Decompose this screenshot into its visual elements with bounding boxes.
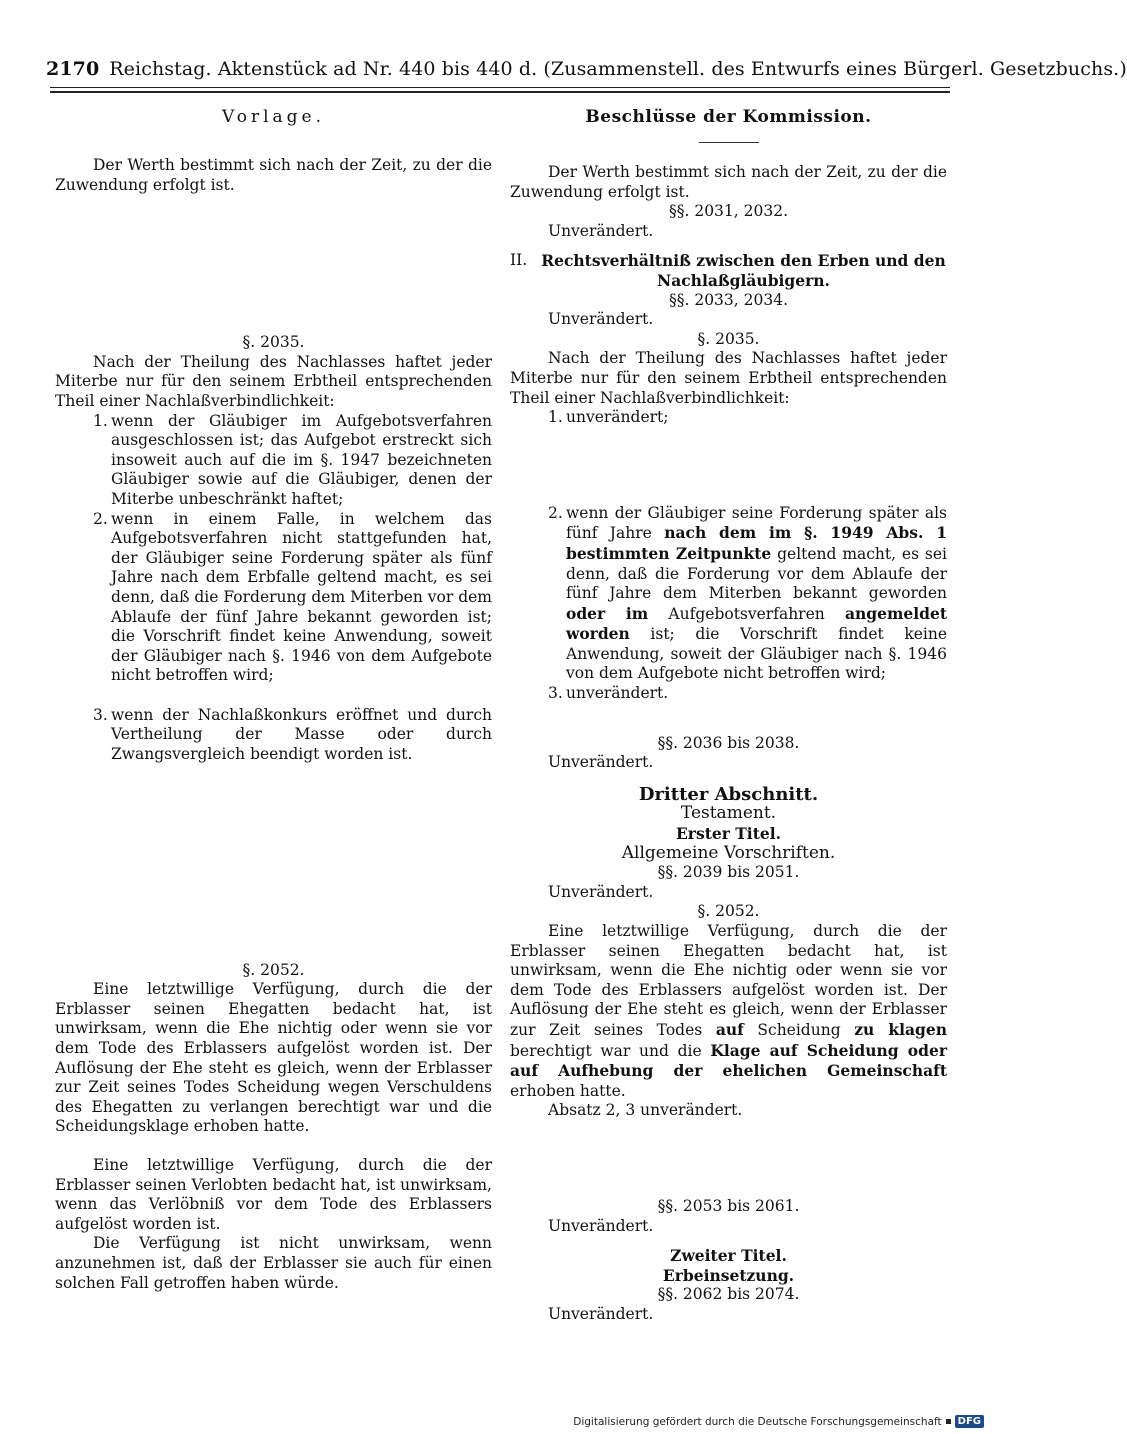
titel-heading: Erster Titel.: [675, 824, 782, 844]
right-unveraendert: Unverändert.: [548, 221, 654, 240]
right-unveraendert: Unverändert.: [548, 753, 654, 772]
right-unveraendert: Unverändert.: [548, 310, 654, 329]
page-number: 2170: [46, 58, 100, 80]
left-paragraph-2052-c: Die Verfügung ist nicht unwirksam, wenn anzunehmen ist, daß der Erblasser sie auch für einen solchen Fall getroffen haben würde.: [55, 1234, 492, 1292]
footer-text: Digitalisierung gefördert durch die Deutsche Forschungsgemeinschaft: [573, 1415, 942, 1428]
left-paragraph-werth: Der Werth bestimmt sich nach der Zeit, zu der die Zuwendung erfolgt ist.: [55, 156, 492, 194]
amendment-emphasis: zu klagen: [854, 1019, 948, 1039]
left-list-item: 3. wenn der Nachlaßkonkurs eröffnet und durch Vertheilung der Masse oder durch Zwangsvergleich beendigt worden ist.: [93, 705, 492, 764]
right-list-item: 3. unverändert.: [548, 684, 669, 703]
testament-heading: Testament.: [680, 803, 777, 824]
left-list-item: 2. wenn in einem Falle, in welchem das Aufgebotsverfahren nicht stattgefunden hat, der Gläubiger seine Forderung später als fünf Jahre nach dem Erbfalle geltend macht, es sei denn, daß die Forderung dem Miterben vor dem Ablaufe der fünf Jahre bekannt geworden ist; die Vorschrift findet keine Anwendung, soweit der Gläubiger nach §. 1946 von dem Aufgebote nicht betroffen wird;: [93, 509, 492, 685]
right-paragraph-2035: Nach der Theilung des Nachlasses haftet jeder Miterbe nur für den seinem Erbtheil entsprechenden Theil einer Nachlaßverbindlichkeit:: [510, 349, 947, 407]
digitization-footer: [573, 1415, 984, 1428]
allgemeine-heading: Allgemeine Vorschriften.: [621, 842, 836, 863]
right-list-item: 1. unverändert;: [548, 408, 669, 427]
left-section-2052: §. 2052.: [242, 960, 305, 979]
right-unveraendert: Unverändert.: [548, 1216, 654, 1235]
abschnitt-heading: Dritter Abschnitt.: [638, 783, 819, 805]
left-column: [55, 108, 492, 1293]
right-list-item: 2. wenn der Gläubiger seine Forderung später als fünf Jahre nach dem im §. 1949 Abs. 1 bestimmten Zeitpunkte geltend macht, es sei denn, daß die Forderung vor dem Ablaufe der fünf Jahre dem Miterben bekannt geworden oder im Aufgebotsverfahren angemeldet worden ist; die Vorschrift findet keine Anwendung, soweit der Gläubiger nach §. 1946 von dem Aufgebote nicht betroffen wird;: [548, 503, 948, 683]
erbeinsetzung-heading: Erbeinsetzung.: [662, 1265, 795, 1285]
right-title-rule: [699, 142, 759, 143]
header-text: Reichstag. Aktenstück ad Nr. 440 bis 440 d. (Zusammenstell. des Entwurfs eines Bürgerl. Gesetzbuchs.): [109, 58, 1127, 80]
left-paragraph-2052-a: Eine letztwillige Verfügung, durch die der Erblasser seinen Ehegatten bedacht hat, ist unwirksam, wenn die Ehe nichtig oder wenn sie vor dem Tode des Erblassers aufgelöst worden ist. Der Auflösung der Ehe steht es gleich, wenn der Erblasser zur Zeit seines Todes Scheidung wegen Verschuldens des Ehegatten zu verlangen berechtigt war und die Scheidungsklage erhoben hatte.: [55, 980, 492, 1136]
amendment-emphasis: Klage auf Scheidung oder auf Aufhebung der ehelichen Gemeinschaft: [510, 1040, 948, 1081]
dfg-logo: DFG: [955, 1415, 984, 1428]
left-section-2035: §. 2035.: [242, 333, 305, 352]
amendment-emphasis: oder im: [566, 603, 649, 623]
titel-heading: Zweiter Titel.: [670, 1246, 787, 1266]
right-absatz: Absatz 2, 3 unverändert.: [548, 1101, 743, 1120]
right-section-2036: §§. 2036 bis 2038.: [657, 733, 800, 752]
footer-bullet: [946, 1419, 951, 1424]
page-header: [46, 58, 1127, 80]
left-column-title: Vorlage.: [222, 107, 325, 127]
right-unveraendert: Unverändert.: [548, 1304, 654, 1323]
right-paragraph-werth: Der Werth bestimmt sich nach der Zeit, zu der die Zuwendung erfolgt ist.: [510, 163, 947, 201]
right-section-2039: §§. 2039 bis 2051.: [657, 863, 800, 882]
amendment-emphasis: angemeldet worden: [566, 603, 948, 644]
right-column-title: Beschlüsse der Kommission.: [585, 107, 872, 127]
right-unveraendert: Unverändert.: [548, 882, 654, 901]
right-section-2033: §§. 2033, 2034.: [668, 290, 789, 309]
right-section-2053: §§. 2053 bis 2061.: [657, 1196, 800, 1215]
right-column: [510, 108, 947, 1325]
right-section-2052: §. 2052.: [697, 902, 760, 921]
right-section-2062: §§. 2062 bis 2074.: [657, 1285, 800, 1304]
right-paragraph-2052: Eine letztwillige Verfügung, durch die der Erblasser seinen Ehegatten bedacht hat, ist unwirksam, wenn die Ehe nichtig oder wenn sie vor dem Tode des Erblassers aufgelöst worden ist. Der Auflösung der Ehe steht es gleich, wenn der Erblasser zur Zeit seines Todes auf Scheidung zu klagen berechtigt war und die Klage auf Scheidung oder auf Aufhebung der ehelichen Gemeinschaft erhoben hatte.: [510, 922, 948, 1100]
amendment-emphasis: nach dem im §. 1949 Abs. 1 bestimmten Zeitpunkte: [566, 523, 947, 563]
left-paragraph-2052-b: Eine letztwillige Verfügung, durch die der Erblasser seinen Verlobten bedacht hat, ist unwirksam, wenn das Verlöbniß vor dem Tode des Erblassers aufgelöst worden ist.: [55, 1156, 492, 1233]
header-rule: [50, 87, 950, 88]
left-paragraph-2035: Nach der Theilung des Nachlasses haftet jeder Miterbe nur für den seinem Erbtheil entsprechenden Theil einer Nachlaßverbindlichkeit:: [55, 352, 492, 410]
left-list-item: 1. wenn der Gläubiger im Aufgebotsverfahren ausgeschlossen ist; das Aufgebot erstreckt sich insoweit auch auf die im §. 1947 bezeichneten Gläubiger sowie auf die Gläubiger, denen der Miterbe unbeschränkt haftet;: [93, 411, 492, 508]
amendment-emphasis: auf: [715, 1019, 744, 1039]
header-rule-thick: [50, 91, 950, 93]
right-section-2035: §. 2035.: [697, 329, 760, 348]
right-section-2031: §§. 2031, 2032.: [668, 202, 789, 221]
right-subheading: II. Rechtsverhältniß zwischen den Erben und den Nachlaßgläubigern.: [510, 251, 946, 290]
